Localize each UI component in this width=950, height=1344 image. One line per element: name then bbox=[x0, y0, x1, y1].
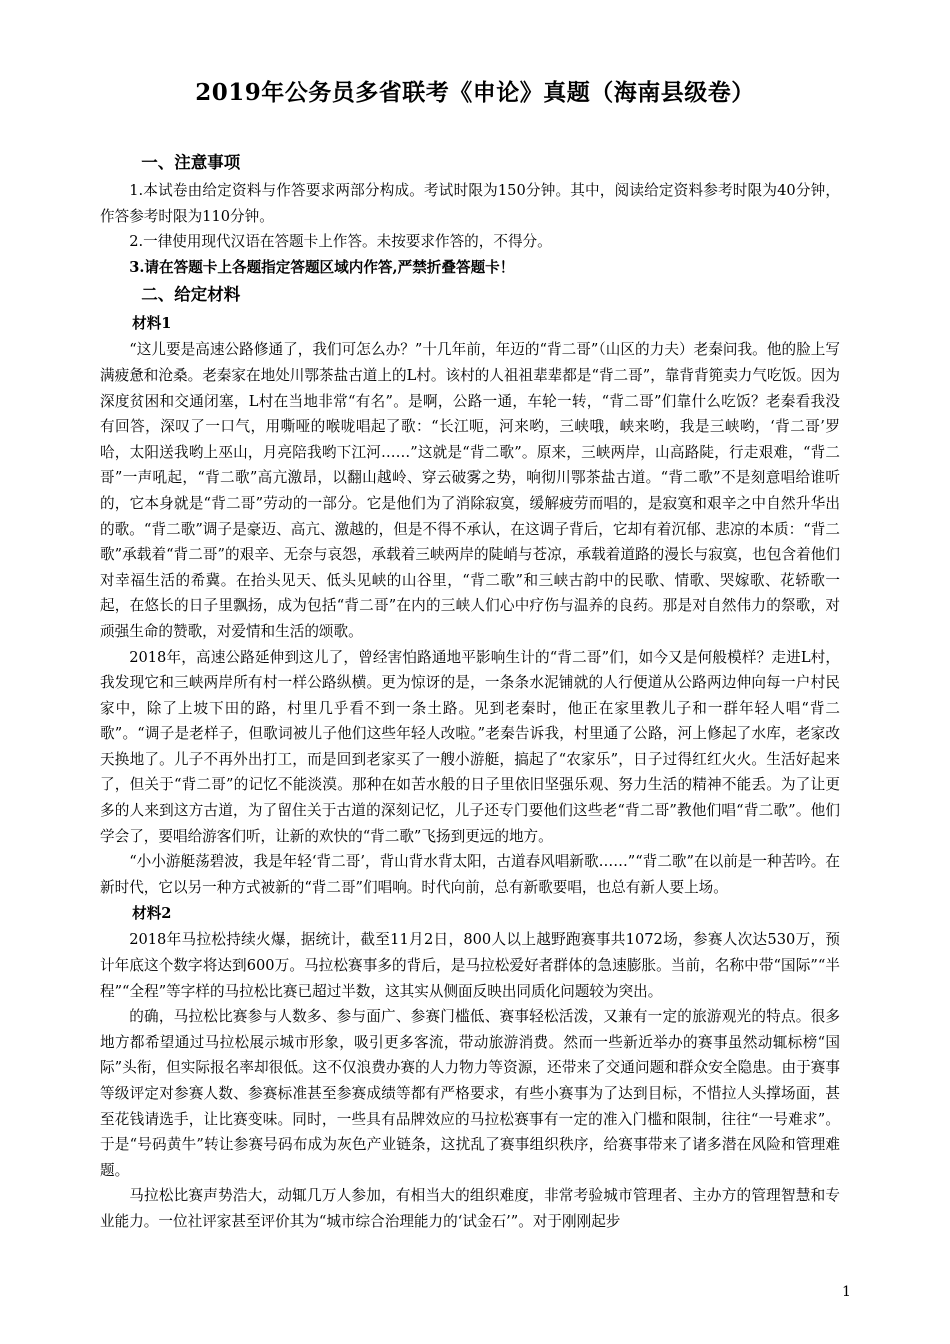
material-1-label: 材料1 bbox=[132, 315, 172, 333]
notes-item-2: 2.一律使用现代汉语在答题卡上作答。未按要求作答的，不得分。 bbox=[129, 233, 552, 251]
material-2-paragraph-2: 的确，马拉松比赛参与人数多、参与面广、参赛门槛低、赛事轻松活泼，又兼有一定的旅游观光的特点。很多地方都希望通过马拉松展示城市形象，吸引更多客流，带动旅游消费。然而一些新近举办的赛事虽然动辄标榜“国际”头衔，但实际报名率却很低。这不仅浪费办赛的人力物力等资源，还带来了交通问题和群众安全隐患。由于赛事等级评定对参赛人数、参赛标准甚至参赛成绩等都有严格要求，有些小赛事为了达到目标，不惜拉人头撑场面，甚至花钱请选手，让比赛变味。同时，一些具有品牌效应的马拉松赛事有一定的准入门槛和限制，往往“一号难求”。于是“号码黄牛”转让参赛号码布成为灰色产业链条，这扰乱了赛事组织秩序，给赛事带来了诸多潜在风险和管理难题。 bbox=[100, 1008, 840, 1179]
material-1-paragraph-1: “这儿要是高速公路修通了，我们可怎么办？”十几年前，年迈的“背二哥”（山区的力夫）老秦问我。他的脸上写满疲惫和沧桑。老秦家在地处川鄂茶盐古道上的L村。该村的人祖祖辈辈都是“背二哥”，靠背背篼卖力气吃饭。因为深度贫困和交通闭塞，L村在当地非常“有名”。是啊，公路一通，车轮一转，“背二哥”们靠什么吃饭？老秦看我没有回答，深叹了一口气，用嘶哑的喉咙唱起了歌：“长江呃，河来哟，三峡哦，峡来哟，我是三峡哟，‘背二哥’罗哈，太阳送我哟上巫山，月亮陪我哟下江河……”这就是“背二歌”。原来，三峡两岸，山高路陡，行走艰难，“背二哥”一声吼起，“背二歌”高亢激昂，以翻山越岭、穿云破雾之势，响彻川鄂茶盐古道。“背二歌”不是刻意唱给谁听的，它本身就是“背二哥”劳动的一部分。它是他们为了消除寂寞，缓解疲劳而唱的，是寂寞和艰辛之中自然升华出的歌。“背二歌”调子是豪迈、高亢、激越的，但是不得不承认，在这调子背后，它却有着沉郁、悲凉的本质：“背二歌”承载着“背二哥”的艰辛、无奈与哀怨，承载着三峡两岸的陡峭与苍凉，承载着道路的漫长与寂寞，也包含着他们对幸福生活的希冀。在抬头见天、低头见峡的山谷里，“背二歌”和三峡古韵中的民歌、情歌、哭嫁歌、花轿歌一起，在悠长的日子里飘扬，成为包括“背二哥”在内的三峡人们心中疗伤与温养的良药。那是对自然伟力的祭歌，对顽强生命的赞歌，对爱情和生活的颂歌。 bbox=[100, 341, 840, 640]
notes-item-1: 1.本试卷由给定资料与作答要求两部分构成。考试时限为150分钟。其中，阅读给定资料参考时限为40分钟，作答参考时限为110分钟。 bbox=[100, 182, 840, 225]
material-1-paragraph-3: “小小游艇荡碧波，我是年轻‘背二哥’，背山背水背太阳，古道春风唱新歌……”“背二歌”在以前是一种苦吟。在新时代，它以另一种方式被新的“背二哥”们唱响。时代向前，总有新歌要唱，也总有新人要上场。 bbox=[100, 853, 840, 896]
section-heading-materials: 二、给定材料 bbox=[141, 285, 241, 305]
notes-item-3: 3.请在答题卡上各题指定答题区域内作答,严禁折叠答题卡！ bbox=[129, 258, 515, 276]
document-body bbox=[100, 148, 840, 1235]
page-number: 1 bbox=[842, 1284, 851, 1300]
material-2-paragraph-1: 2018年马拉松持续火爆，据统计，截至11月2日，800人以上越野跑赛事共1072场，参赛人次达530万，预计年底这个数字将达到600万。马拉松赛事多的背后，是马拉松爱好者群体的急速膨胀。当前，名称中带“国际”“半程”“全程”等字样的马拉松比赛已超过半数，这其实从侧面反映出同质化问题较为突出。 bbox=[100, 931, 840, 1000]
material-2-label: 材料2 bbox=[132, 905, 172, 923]
material-2-paragraph-3: 马拉松比赛声势浩大，动辄几万人参加，有相当大的组织难度，非常考验城市管理者、主办方的管理智慧和专业能力。一位社评家甚至评价其为“城市综合治理能力的‘试金石’”。对于刚刚起步 bbox=[100, 1187, 840, 1230]
material-1-paragraph-2: 2018年，高速公路延伸到这儿了，曾经害怕路通地平影响生计的“背二哥”们，如今又是何般模样？走进L村，我发现它和三峡两岸所有村一样公路纵横。更为惊讶的是，一条条水泥铺就的人行便道从公路两边伸向每一户村民家中，除了上坡下田的路，村里几乎看不到一条土路。见到老秦时，他正在家里教儿子和一群年轻人唱“背二歌”。“调子是老样子，但歌词被儿子他们这些年轻人改啦。”老秦告诉我，村里通了公路，河上修起了水库，老家改天换地了。儿子不再外出打工，而是回到老家买了一艘小游艇，搞起了“农家乐”，日子过得红红火火。生活好起来了，但关于“背二哥”的记忆不能淡漠。那种在如苦水般的日子里依旧坚强乐观、努力生活的精神不能丢。为了让更多的人来到这方古道，为了留住关于古道的深刻记忆，儿子还专门要他们这些老“背二哥”教他们唱“背二歌”。他们学会了，要唱给游客们听，让新的欢快的“背二歌”飞扬到更远的地方。 bbox=[100, 648, 840, 845]
section-heading-notes: 一、注意事项 bbox=[141, 153, 241, 172]
document-title: 2019年公务员多省联考《申论》真题（海南县级卷） bbox=[195, 79, 755, 106]
